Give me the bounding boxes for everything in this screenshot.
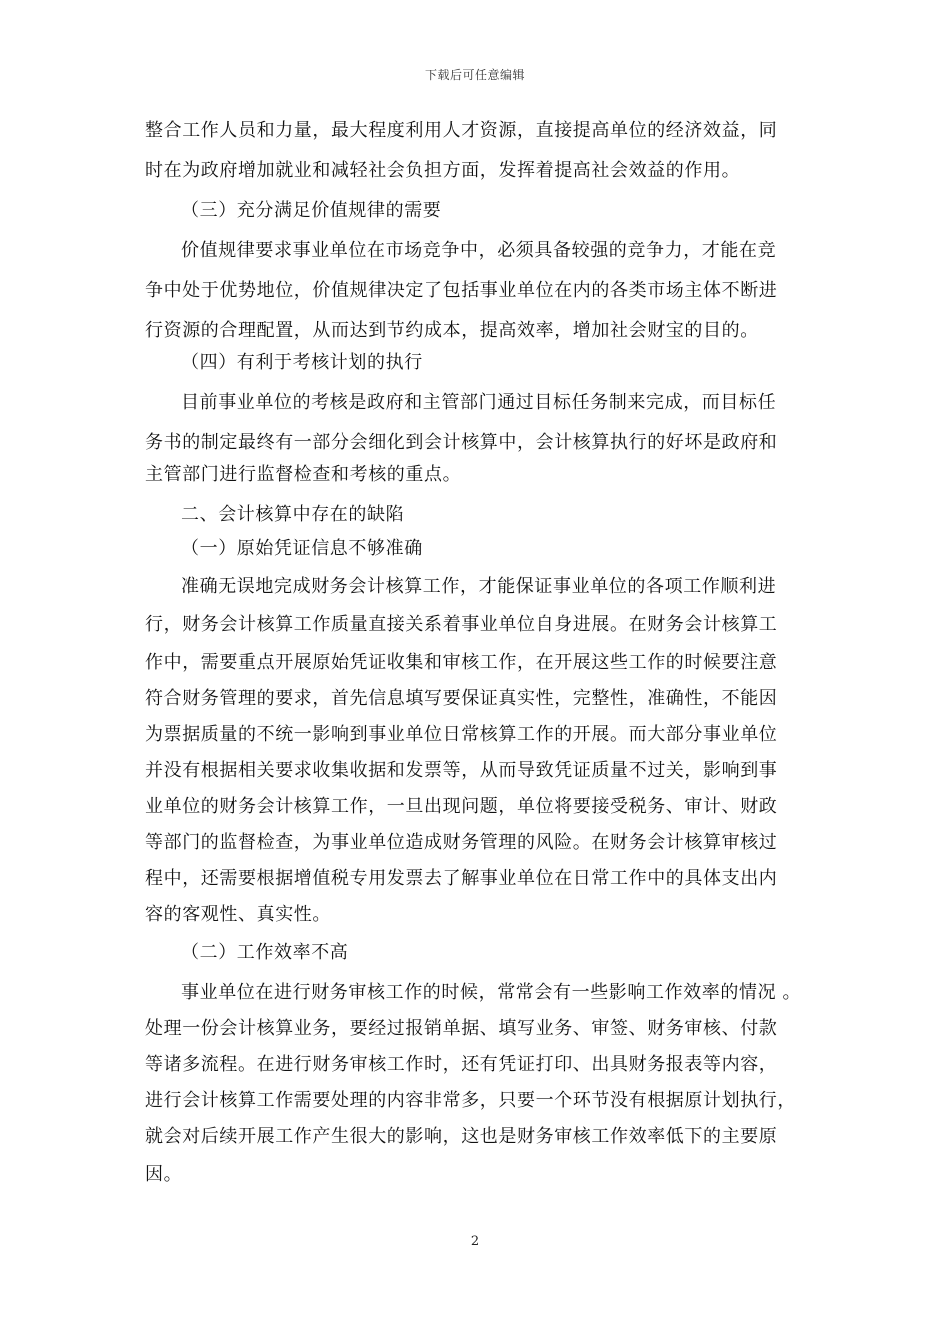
body-line: 主管部门进行监督检查和考核的重点。 [145,464,462,485]
body-line: 整合工作人员和力量，最大程度利用人才资源，直接提高单位的经济效益，同 [145,120,778,141]
body-line: 时在为政府增加就业和减轻社会负担方面，发挥着提高社会效益的作用。 [145,160,741,181]
paragraph-first-line: 目前事业单位的考核是政府和主管部门通过目标任务制来完成，而目标任 [181,392,777,413]
page-number: 2 [470,1234,480,1249]
body-line: 并没有根据相关要求收集收据和发票等，从而导致凭证质量不过关，影响到事 [145,760,778,781]
body-line: 处理一份会计核算业务，要经过报销单据、填写业务、审签、财务审核、付款 [145,1018,778,1039]
body-line: 为票据质量的不统一影响到事业单位日常核算工作的开展。而大部分事业单位 [145,724,778,745]
body-line: 务书的制定最终有一部分会细化到会计核算中，会计核算执行的好坏是政府和 [145,432,778,453]
body-line: 容的客观性、真实性。 [145,904,331,925]
paragraph-first-line: 事业单位在进行财务审核工作的时候，常常会有一些影响工作效率的情况 。 [181,982,802,1003]
body-line: 行资源的合理配置，从而达到节约成本，提高效率，增加社会财宝的目的。 [145,320,759,341]
page-header: 下载后可任意编辑 [424,68,525,82]
body-line: 争中处于优势地位，价值规律决定了包括事业单位在内的各类市场主体不断进 [145,280,778,301]
body-line: 符合财务管理的要求，首先信息填写要保证真实性，完整性，准确性，不能因 [145,688,778,709]
body-line: 程中，还需要根据增值税专用发票去了解事业单位在日常工作中的具体支出内 [145,868,778,889]
body-line: 等部门的监督检查，为事业单位造成财务管理的风险。在财务会计核算审核过 [145,832,778,853]
body-line: 作中，需要重点开展原始凭证收集和审核工作，在开展这些工作的时候要注意 [145,652,778,673]
body-line: 因。 [145,1164,183,1185]
body-line: 等诸多流程。在进行财务审核工作时，还有凭证打印、出具财务报表等内容， [145,1054,778,1075]
section-heading: （四）有利于考核计划的执行 [181,352,423,373]
body-line: 行，财务会计核算工作质量直接关系着事业单位自身进展。在财务会计核算工 [145,614,778,635]
body-line: 进行会计核算工作需要处理的内容非常多，只要一个环节没有根据原计划执行， [145,1090,796,1111]
body-line: 就会对后续开展工作产生很大的影响，这也是财务审核工作效率低下的主要原 [145,1126,778,1147]
section-heading: （一）原始凭证信息不够准确 [181,538,423,559]
paragraph-first-line: 准确无误地完成财务会计核算工作，才能保证事业单位的各项工作顺利进 [181,576,777,597]
section-heading: （二）工作效率不高 [181,942,349,963]
section-heading: （三）充分满足价值规律的需要 [181,200,442,221]
section-heading: 二、会计核算中存在的缺陷 [181,504,405,525]
paragraph-first-line: 价值规律要求事业单位在市场竞争中，必须具备较强的竞争力，才能在竞 [181,240,777,261]
body-line: 业单位的财务会计核算工作，一旦出现问题，单位将要接受税务、审计、财政 [145,796,778,817]
